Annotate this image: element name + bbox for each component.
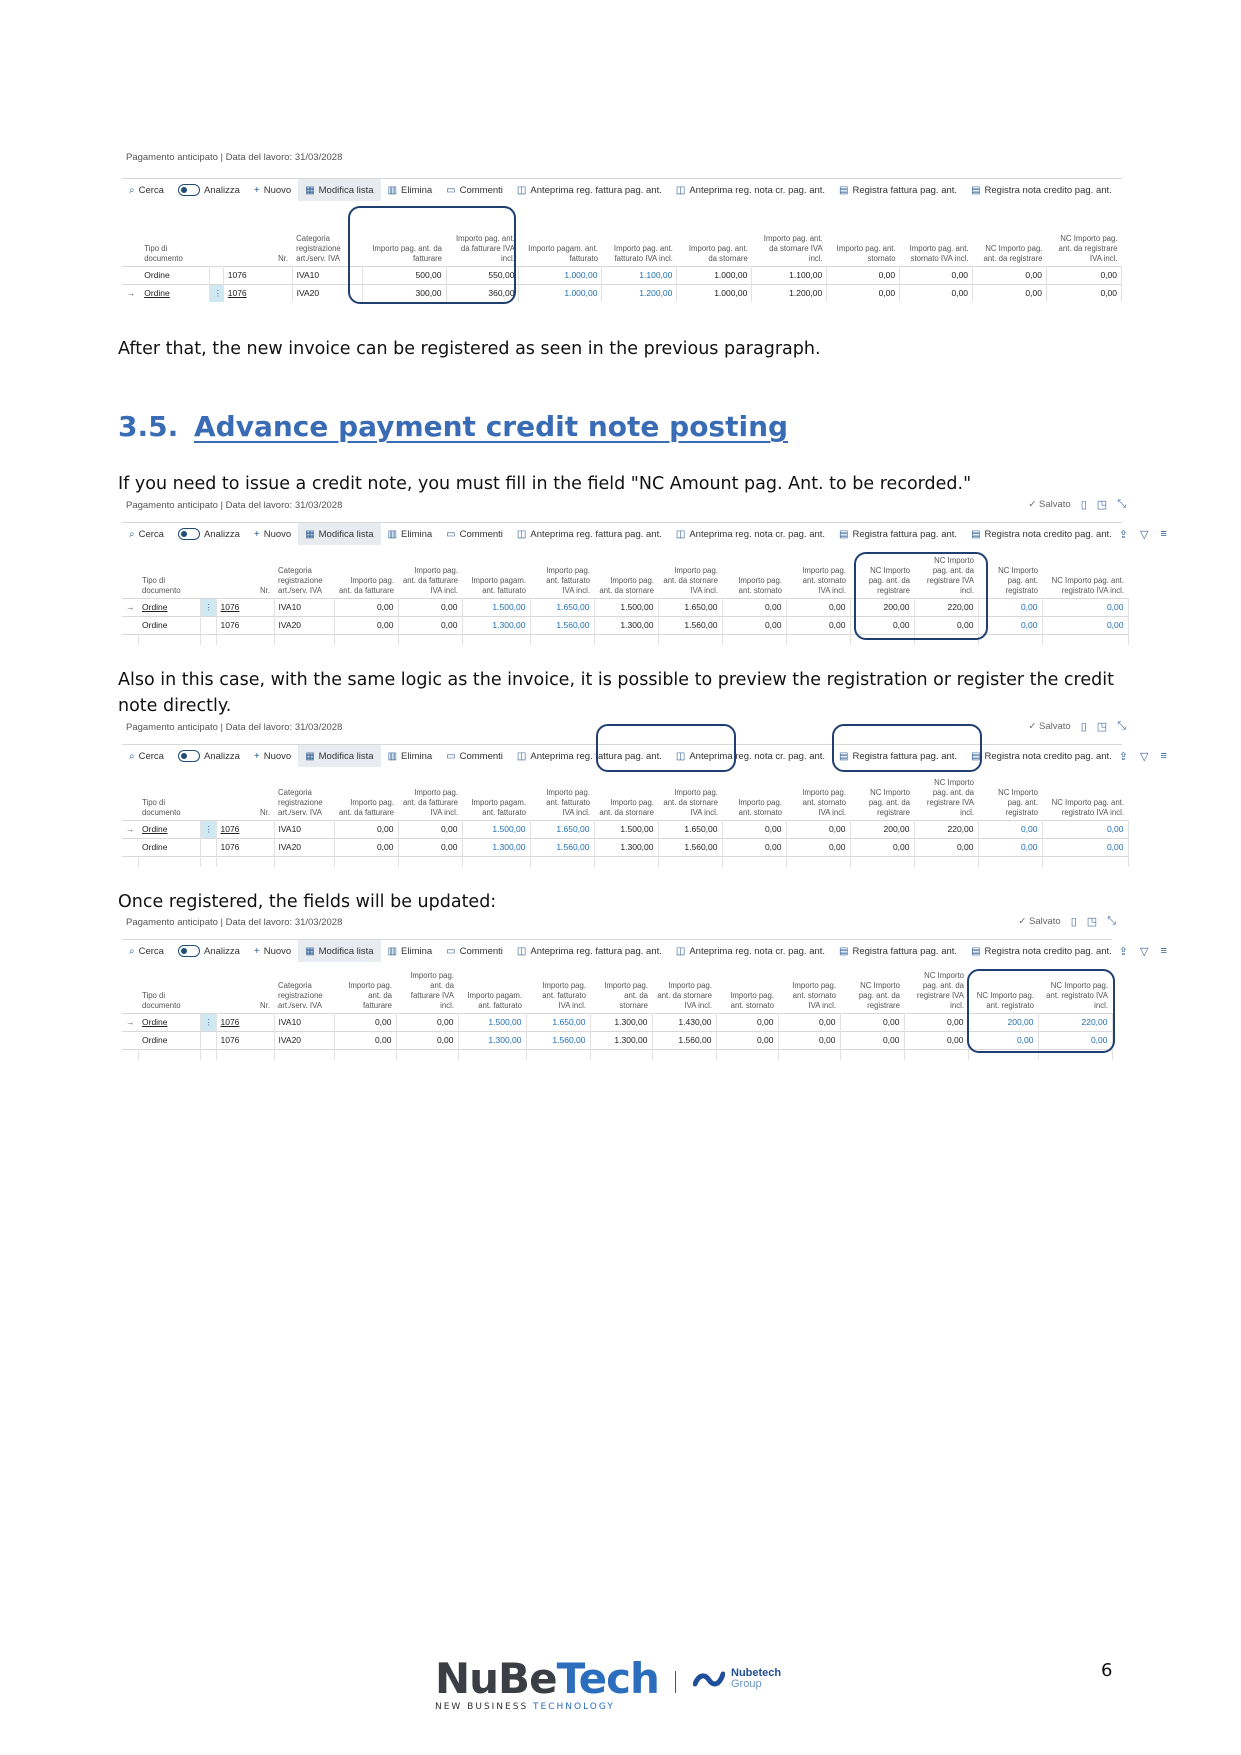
column-header[interactable]: Importo pag. ant. da stornare IVA incl. bbox=[663, 565, 718, 595]
screenshot-3 bbox=[122, 720, 1167, 867]
column-header[interactable]: Importo pag. ant. fatturato IVA incl. bbox=[613, 243, 673, 263]
collapse-icon[interactable]: ⤡ bbox=[1117, 720, 1126, 732]
column-header[interactable]: Importo pagam. ant. fatturato bbox=[467, 990, 522, 1010]
analyze-toggle[interactable]: Analizza bbox=[171, 745, 247, 767]
column-header[interactable]: NC Importo pag. ant. registrato bbox=[998, 565, 1038, 595]
column-header[interactable]: Importo pagam. ant. fatturato bbox=[471, 797, 526, 817]
column-header[interactable]: Importo pagam. ant. fatturato bbox=[471, 575, 526, 595]
preview-credit-note-button[interactable]: ◫ Anteprima reg. nota cr. pag. ant. bbox=[675, 750, 826, 762]
edit-list-button[interactable]: ▦ Modifica lista bbox=[298, 745, 380, 767]
post-icon: ▤ bbox=[971, 184, 981, 196]
column-header[interactable]: Importo pag. ant. da stornare IVA incl. bbox=[663, 787, 718, 817]
preview-icon: ◫ bbox=[675, 750, 686, 762]
column-header[interactable]: NC Importo pag. ant. registrato bbox=[976, 990, 1034, 1010]
column-header[interactable]: Importo pag. ant. da fatturare IVA incl. bbox=[455, 233, 515, 263]
column-header[interactable]: Categoria registrazione art./serv. IVA bbox=[278, 787, 323, 817]
collapse-icon[interactable]: ⤡ bbox=[1117, 498, 1126, 510]
bookmark-icon[interactable]: ▯ bbox=[1080, 721, 1087, 733]
post-credit-note-button[interactable]: ▤ Registra nota credito pag. ant. bbox=[971, 945, 1112, 957]
row-arrow-icon: → bbox=[122, 284, 140, 302]
list-view-icon[interactable]: ≡ bbox=[1160, 944, 1167, 957]
plus-icon: + bbox=[253, 750, 260, 762]
column-header[interactable]: Importo pag. ant. stornato bbox=[836, 243, 896, 263]
row-arrow-icon: → bbox=[122, 598, 138, 616]
post-icon: ▤ bbox=[971, 945, 981, 957]
table-row-selected[interactable]: → Ordine ⋮ 1076 IVA10 0,00 0,00 1.500,00 1.650,00 1.300,00 1.430,00 0,00 0,00 0,00 0,00 200,00 220,00 bbox=[122, 1013, 1112, 1031]
column-header[interactable]: Importo pag. ant. da fatturare bbox=[338, 797, 394, 817]
column-header[interactable]: Importo pag. ant. fatturato IVA incl. bbox=[546, 565, 590, 595]
share-icon[interactable]: ⇪ bbox=[1118, 528, 1129, 541]
column-header[interactable]: Importo pag. ant. da fatturare bbox=[372, 243, 443, 263]
data-grid bbox=[122, 208, 1122, 302]
column-header[interactable]: Categoria registrazione art./serv. IVA bbox=[296, 233, 341, 263]
column-header[interactable]: Importo pag. ant. stornato bbox=[730, 990, 774, 1010]
comments-button[interactable]: ▭ Commenti bbox=[446, 945, 503, 957]
page-status bbox=[1028, 720, 1126, 733]
preview-invoice-button[interactable]: ◫ Anteprima reg. fattura pag. ant. bbox=[516, 184, 662, 196]
comments-button[interactable]: ▭ Commenti bbox=[446, 528, 503, 540]
share-icon[interactable]: ⇪ bbox=[1118, 750, 1129, 763]
saved-status: ✓ Salvato bbox=[1018, 916, 1061, 927]
post-icon: ▤ bbox=[839, 528, 849, 540]
highlight-box bbox=[854, 552, 988, 640]
preview-credit-note-button[interactable]: ◫ Anteprima reg. nota cr. pag. ant. bbox=[675, 945, 826, 957]
screenshot-4 bbox=[122, 915, 1167, 1057]
column-header[interactable]: Importo pag. ant. fatturato IVA incl. bbox=[546, 787, 590, 817]
preview-credit-note-button[interactable]: ◫ Anteprima reg. nota cr. pag. ant. bbox=[675, 528, 826, 540]
highlight-box bbox=[967, 969, 1115, 1053]
search-button[interactable]: ⌕ Cerca bbox=[129, 945, 164, 957]
column-header[interactable]: NC Importo pag. ant. da registrare bbox=[858, 980, 900, 1010]
breadcrumb: Pagamento anticipato | Data del lavoro: 31/03/2028 bbox=[126, 500, 343, 511]
preview-icon: ◫ bbox=[675, 184, 686, 196]
post-credit-note-button[interactable]: ▤ Registra nota credito pag. ant. bbox=[971, 750, 1112, 762]
column-header[interactable]: NC Importo pag. ant. registrato IVA incl. bbox=[1046, 980, 1108, 1010]
column-header[interactable]: NC Importo pag. ant. da registrare IVA incl. bbox=[1058, 233, 1118, 263]
page-number: 6 bbox=[1101, 1660, 1113, 1681]
header-row bbox=[122, 208, 1122, 266]
post-credit-note-button[interactable]: ▤ Registra nota credito pag. ant. bbox=[971, 184, 1112, 196]
list-view-icon[interactable]: ≡ bbox=[1160, 749, 1167, 762]
column-header[interactable]: Nr. bbox=[260, 1000, 270, 1010]
column-header[interactable]: Importo pag. ant. stornato IVA incl. bbox=[909, 243, 969, 263]
row-menu-icon[interactable]: ⋮ bbox=[200, 820, 216, 838]
toggle-icon bbox=[178, 750, 200, 762]
post-icon: ▤ bbox=[971, 528, 981, 540]
search-icon: ⌕ bbox=[129, 528, 135, 540]
paragraph: Once registered, the fields will be updated: bbox=[118, 892, 497, 912]
collapse-icon[interactable]: ⤡ bbox=[1107, 915, 1116, 927]
column-header[interactable]: Importo pag. ant. da stornare bbox=[604, 980, 648, 1010]
post-credit-note-button[interactable]: ▤ Registra nota credito pag. ant. bbox=[971, 528, 1112, 540]
comment-icon: ▭ bbox=[446, 184, 456, 196]
column-header[interactable]: Categoria registrazione art./serv. IVA bbox=[278, 565, 323, 595]
column-header[interactable]: Importo pag. ant. stornato IVA incl. bbox=[802, 565, 846, 595]
row-arrow-icon: → bbox=[122, 1013, 138, 1031]
preview-icon: ◫ bbox=[516, 750, 527, 762]
bookmark-icon[interactable]: ▯ bbox=[1070, 916, 1077, 928]
plus-icon: + bbox=[253, 528, 260, 540]
trash-icon: ▥ bbox=[387, 528, 398, 540]
action-bar bbox=[122, 939, 1167, 962]
screenshot-2 bbox=[122, 498, 1167, 645]
edit-list-button[interactable]: ▦ Modifica lista bbox=[298, 940, 380, 962]
comment-icon: ▭ bbox=[446, 750, 456, 762]
column-header[interactable]: Importo pag. ant. da stornare IVA incl. bbox=[657, 980, 712, 1010]
preview-invoice-button[interactable]: ◫ Anteprima reg. fattura pag. ant. bbox=[516, 750, 662, 762]
trash-icon: ▥ bbox=[387, 945, 398, 957]
column-header[interactable]: Importo pag. ant. da stornare bbox=[599, 797, 654, 817]
table-row[interactable]: Ordine 1076 IVA10 500,00 550,00 1.000,00 1.100,00 1.000,00 1.100,00 0,00 0,00 0,00 0,00 bbox=[122, 266, 1122, 284]
column-header[interactable]: Importo pag. ant. da fatturare bbox=[348, 980, 392, 1010]
trash-icon: ▥ bbox=[387, 750, 398, 762]
highlight-box bbox=[596, 724, 736, 772]
preview-icon: ◫ bbox=[516, 945, 527, 957]
search-button[interactable]: ⌕ Cerca bbox=[129, 528, 164, 540]
data-grid bbox=[122, 772, 1129, 867]
paragraph: After that, the new invoice can be registered as seen in the previous paragraph. bbox=[118, 339, 821, 359]
row-arrow-icon: → bbox=[122, 820, 138, 838]
filter-icon[interactable]: ▽ bbox=[1140, 528, 1149, 541]
table-row-selected[interactable]: → Ordine ⋮ 1076 IVA20 300,00 360,00 1.000,00 1.200,00 1.000,00 1.200,00 0,00 0,00 0,00 0,00 bbox=[122, 284, 1122, 302]
post-invoice-button[interactable]: ▤ Registra fattura pag. ant. bbox=[839, 184, 958, 196]
new-button[interactable]: + Nuovo bbox=[253, 528, 292, 540]
plus-icon: + bbox=[253, 945, 260, 957]
column-header[interactable]: NC Importo pag. ant. registrato IVA incl. bbox=[1051, 797, 1124, 817]
nubetech-logo: NuBeTech NEW BUSINESS TECHNOLOGY bbox=[435, 1654, 659, 1712]
column-header[interactable]: NC Importo pag. ant. da registrare bbox=[868, 787, 910, 817]
row-menu-icon[interactable]: ⋮ bbox=[209, 284, 223, 302]
column-header[interactable]: Importo pag. ant. stornato IVA incl. bbox=[802, 787, 846, 817]
analyze-toggle[interactable]: Analizza bbox=[171, 940, 247, 962]
comment-icon: ▭ bbox=[446, 528, 456, 540]
column-header[interactable]: Importo pag. ant. fatturato IVA incl. bbox=[542, 980, 586, 1010]
edit-list-icon: ▦ bbox=[305, 184, 315, 196]
delete-button[interactable]: ▥ Elimina bbox=[387, 945, 433, 957]
nubetech-group-logo: Nubetech Group bbox=[693, 1668, 781, 1690]
preview-credit-note-button[interactable]: ◫ Anteprima reg. nota cr. pag. ant. bbox=[675, 184, 826, 196]
column-header[interactable]: Importo pag. ant. stornato bbox=[738, 575, 782, 595]
preview-invoice-button[interactable]: ◫ Anteprima reg. fattura pag. ant. bbox=[516, 528, 662, 540]
highlight-box bbox=[348, 206, 516, 304]
delete-button[interactable]: ▥ Elimina bbox=[387, 750, 433, 762]
search-icon: ⌕ bbox=[129, 750, 135, 762]
logo-divider bbox=[675, 1671, 676, 1693]
data-grid bbox=[122, 967, 1113, 1060]
preview-icon: ◫ bbox=[516, 528, 527, 540]
group-mark-icon bbox=[693, 1670, 725, 1688]
list-view-icon[interactable]: ≡ bbox=[1160, 527, 1167, 540]
preview-icon: ◫ bbox=[675, 528, 686, 540]
share-icon[interactable]: ⇪ bbox=[1118, 945, 1129, 958]
column-header[interactable]: Importo pag. ant. da fatturare IVA incl. bbox=[402, 787, 458, 817]
saved-status: ✓ Salvato bbox=[1028, 499, 1071, 510]
column-header[interactable]: NC Importo pag. ant. da registrare IVA incl. bbox=[926, 777, 974, 817]
post-invoice-button[interactable]: ▤ Registra fattura pag. ant. bbox=[839, 750, 958, 762]
column-header[interactable]: NC Importo pag. ant. da registrare IVA incl. bbox=[916, 970, 964, 1010]
header-row bbox=[122, 967, 1112, 1013]
open-new-window-icon[interactable]: ◳ bbox=[1096, 721, 1108, 733]
delete-button[interactable]: ▥ Elimina bbox=[387, 528, 433, 540]
comments-button[interactable]: ▭ Commenti bbox=[446, 184, 503, 196]
search-button[interactable]: ⌕ Cerca bbox=[129, 184, 164, 196]
preview-icon: ◫ bbox=[675, 945, 686, 957]
edit-list-icon: ▦ bbox=[305, 528, 315, 540]
column-header[interactable]: NC Importo pag. ant. da registrare bbox=[868, 565, 910, 595]
new-button[interactable]: + Nuovo bbox=[253, 945, 292, 957]
analyze-toggle[interactable]: Analizza bbox=[171, 179, 247, 201]
table-row-selected[interactable]: → Ordine ⋮ 1076 IVA10 0,00 0,00 1.500,00 1.650,00 1.500,00 1.650,00 0,00 0,00 200,00 220,00 0,00 0,00 bbox=[122, 820, 1128, 838]
analyze-toggle[interactable]: Analizza bbox=[171, 523, 247, 545]
action-bar bbox=[122, 178, 1122, 201]
column-header[interactable]: Nr. bbox=[278, 253, 289, 263]
delete-button[interactable]: ▥ Elimina bbox=[387, 184, 433, 196]
column-header[interactable]: Importo pag. ant. da stornare bbox=[599, 575, 654, 595]
action-bar bbox=[122, 522, 1167, 545]
column-header[interactable]: Tipo di documento bbox=[142, 990, 181, 1010]
toggle-icon bbox=[178, 528, 200, 540]
column-header[interactable]: Importo pag. ant. stornato bbox=[738, 797, 782, 817]
post-invoice-button[interactable]: ▤ Registra fattura pag. ant. bbox=[839, 945, 958, 957]
page-status bbox=[1028, 498, 1126, 511]
post-icon: ▤ bbox=[839, 945, 849, 957]
new-button[interactable]: + Nuovo bbox=[253, 750, 292, 762]
section-heading: 3.5. Advance payment credit note posting bbox=[118, 410, 789, 443]
column-header[interactable]: Importo pag. ant. da fatturare IVA incl. bbox=[402, 565, 458, 595]
search-icon: ⌕ bbox=[129, 945, 135, 957]
preview-invoice-button[interactable]: ◫ Anteprima reg. fattura pag. ant. bbox=[516, 945, 662, 957]
filter-icon[interactable]: ▽ bbox=[1140, 945, 1149, 958]
paragraph: If you need to issue a credit note, you must fill in the field "NC Amount pag. Ant. to be recorded." bbox=[118, 474, 972, 494]
post-icon: ▤ bbox=[839, 750, 849, 762]
column-header[interactable]: Tipo di documento bbox=[142, 797, 181, 817]
column-header[interactable]: Tipo di documento bbox=[144, 243, 183, 263]
saved-status: ✓ Salvato bbox=[1028, 721, 1071, 732]
post-icon: ▤ bbox=[971, 750, 981, 762]
post-icon: ▤ bbox=[839, 184, 849, 196]
column-header[interactable]: Importo pag. ant. da stornare bbox=[688, 243, 748, 263]
preview-icon: ◫ bbox=[516, 184, 527, 196]
filter-icon[interactable]: ▽ bbox=[1140, 750, 1149, 763]
column-header[interactable]: NC Importo pag. ant. registrato bbox=[998, 787, 1038, 817]
comments-button[interactable]: ▭ Commenti bbox=[446, 750, 503, 762]
column-header[interactable]: Nr. bbox=[260, 807, 270, 817]
table-row[interactable]: Ordine 1076 IVA20 0,00 0,00 1.300,00 1.560,00 1.300,00 1.560,00 0,00 0,00 0,00 0,00 0,00 0,00 bbox=[122, 616, 1128, 634]
edit-list-button[interactable]: ▦ Modifica lista bbox=[298, 179, 380, 201]
column-header[interactable]: Categoria registrazione art./serv. IVA bbox=[278, 980, 323, 1010]
new-button[interactable]: + Nuovo bbox=[253, 184, 292, 196]
breadcrumb: Pagamento anticipato | Data del lavoro: 31/03/2028 bbox=[126, 917, 343, 928]
row-menu-icon[interactable]: ⋮ bbox=[200, 1013, 216, 1031]
header-row bbox=[122, 772, 1128, 820]
open-new-window-icon[interactable]: ◳ bbox=[1086, 916, 1098, 928]
toggle-icon bbox=[178, 184, 200, 196]
table-row-selected[interactable]: → Ordine ⋮ 1076 IVA10 0,00 0,00 1.500,00 1.650,00 1.500,00 1.650,00 0,00 0,00 200,00 220,00 0,00 0,00 bbox=[122, 598, 1128, 616]
search-icon: ⌕ bbox=[129, 184, 135, 196]
table-row[interactable]: Ordine 1076 IVA20 0,00 0,00 1.300,00 1.560,00 1.300,00 1.560,00 0,00 0,00 0,00 0,00 0,00 0,00 bbox=[122, 838, 1128, 856]
column-header[interactable]: Tipo di documento bbox=[142, 575, 181, 595]
column-header[interactable]: Importo pagam. ant. fatturato bbox=[528, 243, 598, 263]
paragraph: Also in this case, with the same logic as the invoice, it is possible to preview the registration or register the credit note directly. bbox=[118, 670, 1114, 716]
row-menu-icon[interactable]: ⋮ bbox=[200, 598, 216, 616]
column-header[interactable]: NC Importo pag. ant. da registrare IVA incl. bbox=[926, 555, 974, 595]
edit-list-icon: ▦ bbox=[305, 945, 315, 957]
bookmark-icon[interactable]: ▯ bbox=[1080, 499, 1087, 511]
column-header[interactable]: NC Importo pag. ant. da registrare bbox=[983, 243, 1043, 263]
column-header[interactable]: Importo pag. ant. da stornare IVA incl. bbox=[763, 233, 823, 263]
page-status bbox=[1018, 915, 1116, 928]
edit-list-icon: ▦ bbox=[305, 750, 315, 762]
highlight-box bbox=[832, 724, 982, 772]
toggle-icon bbox=[178, 945, 200, 957]
open-new-window-icon[interactable]: ◳ bbox=[1096, 499, 1108, 511]
table-row[interactable]: Ordine 1076 IVA20 0,00 0,00 1.300,00 1.560,00 1.300,00 1.560,00 0,00 0,00 0,00 0,00 0,00 0,00 bbox=[122, 1031, 1112, 1049]
trash-icon: ▥ bbox=[387, 184, 398, 196]
column-header[interactable]: Importo pag. ant. da fatturare bbox=[338, 575, 394, 595]
column-header[interactable]: Nr. bbox=[260, 585, 270, 595]
breadcrumb: Pagamento anticipato | Data del lavoro: 31/03/2028 bbox=[126, 722, 343, 733]
plus-icon: + bbox=[253, 184, 260, 196]
search-button[interactable]: ⌕ Cerca bbox=[129, 750, 164, 762]
edit-list-button[interactable]: ▦ Modifica lista bbox=[298, 523, 380, 545]
breadcrumb: Pagamento anticipato | Data del lavoro: 31/03/2028 bbox=[126, 152, 343, 163]
column-header[interactable]: Importo pag. ant. da fatturare IVA incl. bbox=[410, 970, 454, 1010]
post-invoice-button[interactable]: ▤ Registra fattura pag. ant. bbox=[839, 528, 958, 540]
column-header[interactable]: Importo pag. ant. stornato IVA incl. bbox=[792, 980, 836, 1010]
screenshot-1 bbox=[122, 152, 1132, 307]
column-header[interactable]: NC Importo pag. ant. registrato IVA incl. bbox=[1051, 575, 1124, 595]
comment-icon: ▭ bbox=[446, 945, 456, 957]
